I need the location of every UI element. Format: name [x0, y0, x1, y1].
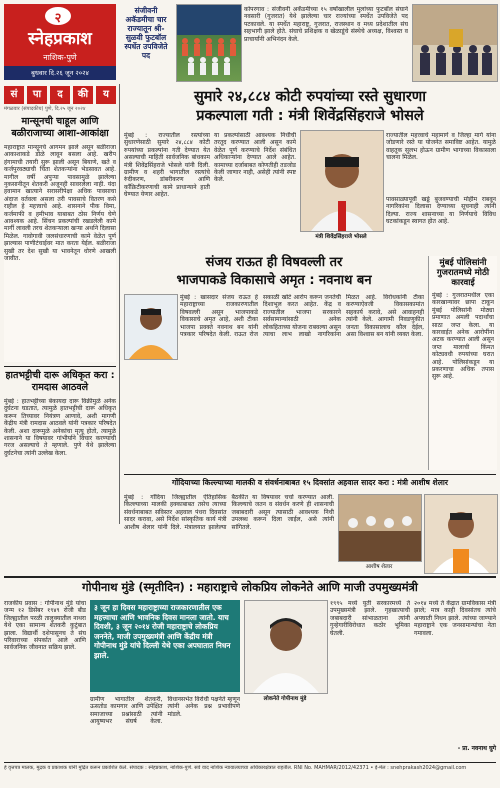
munde-portrait-photo: [244, 600, 328, 694]
lead-minister-photo: [300, 130, 384, 232]
page-number: २: [54, 11, 62, 26]
footer-imprint: हे वृत्तपत्र मालक, मुद्रक व प्रकाशक यांनी मुद्रित करून प्रकाशित केले. संपादक : स्नेहप्रकाश, नाशिक-पुणे. सर्व वाद नाशिक न्यायालयाच्या अधिकारक्षेत्रात राहतील. RNI No. MAHMAR/2012/42371 • ई-मेल : snehprakash2024@gmail.com: [4, 765, 467, 771]
award-photo: [412, 4, 498, 82]
munde-col2: ग्रामीण भागातील शेतकरी, ऊसतोड कामगार आणि उपेक्षित समाजाच्या प्रश्नांसाठी त्यांनी आयुष्यभर संघर्ष केला. विधानसभेत विरोधी पक्षनेते म्हणून त्यांनी अनेक प्रश्न प्रभावीपणे मांडले.: [90, 696, 240, 726]
paper-name: स्नेहप्रकाश: [28, 29, 92, 49]
munde-portrait: [245, 601, 327, 693]
meeting-scene: [339, 495, 421, 561]
gujarat-body: मुंबई : गुजरातमधील एका कारखान्यावर छापा टाकून मुंबई पोलिसांनी मोठ्या प्रमाणात अमली पदार्थांचा साठा जप्त केला. या कारवाईत अनेक आरोपींना अटक करण्यात आली असून जप्त मालाची किंमत कोट्यवधी रुपयांच्या घरात आहे. पोलिसांकडून या प्रकरणाचा अधिक तपास सुरू आहे.: [432, 292, 494, 381]
date-line: बुधवार दि.२६ जून २०२४: [4, 66, 116, 80]
gondia-photo-caption: आशीष शेलार: [365, 564, 393, 570]
edition-label: नाशिक-पुणे: [43, 53, 77, 62]
gondia-body: मुंबई : गोंदिया जिल्ह्यातील ऐतिहासिक किल्ल्याच्या मालकी हक्काबाबत तसेच त्याच्या संवर्धनाबाबत सविस्तर अहवाल पंधरा दिवसांत सादर करावा, असे निर्देश सांस्कृतिक कार्य मंत्री आशीष शेलार यांनी दिले. मंत्रालयात झालेल्या बैठकीत या विषयावर चर्चा करण्यात आली. किल्ल्याचे जतन व संवर्धन करणे ही शासनाची जबाबदारी असून त्यासाठी आवश्यक निधी उपलब्ध करून दिला जाईल, असे त्यांनी सांगितले.: [124, 494, 334, 531]
award-photo-figures: [413, 5, 497, 81]
gujarat-headline-line1: मुंबई पोलिसांनी: [439, 258, 487, 268]
lead-photo-caption: मंत्री शिवेंद्रसिंहराजे भोसले: [315, 234, 367, 240]
raut-headline-line1: संजय राऊत ही विषवल्ली तर: [205, 255, 343, 270]
athawale-body: मुंबई : हातभट्टीच्या बेकायदा दारू विक्रीमुळे अनेक दुर्घटना घडतात, त्यामुळे हातभट्टीची दारू अधिकृत करून तिच्यावर नियंत्रण आणावे, अशी मागणी केंद्रीय मंत्री रामदास आठवले यांनी पत्रकार परिषदेत केली. अशा दारूमुळे अनेकांचा मृत्यू होतो, त्यामुळे शासनाने या विषयावर गांभीर्याने विचार करण्याची गरज असल्याचे ते म्हणाले. पुणे येथे झालेल्या दुर्घटनेचा त्यांनी उल्लेख केला.: [4, 398, 116, 457]
raut-body: मुंबई : खासदार संजय राऊत हे महाराष्ट्राच्या राजकारणातील विषवल्ली असून भाजपाकडे विकासाचे अमृत आहे, अशी टीका भाजपा प्रवक्ते नवनाथ बन यांनी पत्रकार परिषदेत केली. राऊत रोज सकाळी खोटे आरोप करून जनतेची दिशाभूल करत आहेत. केंद्र व राज्यातील भाजपा सरकारने सर्वसामान्यांसाठी अनेक लोकहिताच्या योजना राबवल्या असून त्याचा लाभ लाखो नागरिकांना मिळत आहे. विरोधकांनी टीका करण्याऐवजी विकासकामांत सहकार्य करावे, असे आवाहनही त्यांनी केले. आगामी निवडणुकीत जनता विकासालाच कौल देईल, असा विश्वास बन यांनी व्यक्त केला.: [180, 294, 424, 339]
sampadakiya-letter-2: पा: [27, 86, 47, 104]
munde-headline: गोपीनाथ मुंडे (स्मृतीदिन) : महाराष्ट्राचे लोकप्रिय लोकनेते आणि माजी उपमुख्यमंत्री: [82, 580, 418, 594]
munde-top-rule: [4, 576, 496, 578]
team-photo: [176, 4, 242, 82]
lead-headline-line2: प्रकल्पाला गती : मंत्री शिवेंद्रसिंहराजे भोसले: [196, 108, 424, 124]
sampadakiya-byline: मंगळवार (संपादकीय) पुणे, दि.२५ जून २०२४: [4, 106, 86, 112]
editorial-body: महाराष्ट्रात मान्सूनचे आगमन झाले असून बळीराजा आकाशाकडे डोळे लावून बसला आहे. खरीप हंगामाची तयारी सुरू झाली असून बियाणे, खते व कर्जपुरवठ्याची चिंता शेतकऱ्यांना भेडसावत आहे. मागील वर्षी अपुऱ्या पावसामुळे झालेल्या नुकसानीतून शेतकरी अजूनही सावरलेला नाही. यंदा हवामान खात्याने सरासरीपेक्षा अधिक पावसाचा अंदाज वर्तवला असला तरी पावसाचे वितरण कसे राहील हे महत्त्वाचे आहे. शासनाने पीक विमा, कर्जमाफी व हमीभाव याबाबत ठोस निर्णय घेणे आवश्यक आहे. सिंचन प्रकल्पांची रखडलेली कामे मार्गी लावली तरच शेतकऱ्याला खऱ्या अर्थाने दिलासा मिळेल. गावोगावी जलसंधारणाची कामे वेळेत पूर्ण झाल्यास पाणीटंचाईवर मात करता येईल. बळीराजा सुखी तर देश सुखी या भावनेतून धोरणे आखली जावीत.: [4, 144, 116, 362]
navnath-ban-photo: [124, 294, 178, 360]
raut-headline-line2: भाजपाकडे विकासाचे अमृत : नवनाथ बन: [176, 273, 372, 288]
munde-lead-text: ३ जून हा दिवस महाराष्ट्राच्या राजकारणातील एक महत्त्वाचा आणि भावनिक दिवस मानला जातो. याच दिवशी, ३ जून २०१४ रोजी महाराष्ट्राचे लोकप्रिय जननेते, माजी उपमुख्यमंत्री आणि केंद्रीय मंत्री गोपीनाथ मुंडे यांचे दिल्ली येथे एका अपघातात निधन झाले.: [94, 603, 231, 660]
munde-col1: राजकीय प्रवास : गोपीनाथ मुंडे यांचा जन्म १२ डिसेंबर १९४९ रोजी बीड जिल्ह्यातील परळी तालुक्यातील नाथरा येथे एका सामान्य शेतकरी कुटुंबात झाला. विद्यार्थी दशेपासूनच ते संघ परिवाराच्या संपर्कात आले आणि सार्वजनिक जीवनात सक्रिय झाले.: [4, 600, 86, 652]
team-photo-figures: [177, 5, 241, 81]
gondia-meeting-photo: [338, 494, 422, 562]
shelar-portrait: [425, 495, 497, 573]
navnath-ban-portrait: [125, 295, 177, 359]
ashish-shelar-photo: [424, 494, 498, 574]
munde-col3: १९९५ मध्ये युती सरकारमध्ये ते उपमुख्यमंत्री झाले. गृहखात्याची जबाबदारी सांभाळताना त्यांनी गुन्हेगारीविरोधात कठोर भूमिका घेतली.: [330, 600, 410, 637]
footer-rule: [4, 762, 496, 763]
gujarat-box: [428, 256, 497, 470]
munde-photo-caption: लोकनेते गोपीनाथ मुंडे: [263, 696, 307, 702]
sampadakiya-letter-5: य: [96, 86, 116, 104]
sampadakiya-banner: [4, 86, 116, 104]
munde-lead-box: [90, 600, 240, 692]
lead-headline-line1: सुमारे २४,८८४ कोटी रुपयांच्या रस्ते सुधारणा: [193, 89, 427, 105]
promo-headline: संजीवनी अकॅडमीचा चार राज्यातून श्री-सुळवी फुटबॉल स्पर्धेत उपविजेते पद: [124, 6, 168, 60]
minister-portrait: [301, 131, 383, 231]
munde-author: - प्रा. नवनाथ घुगे: [457, 745, 496, 752]
promo-body: कोपरगाव : संजीवनी अकॅडमीच्या १५ वर्षांखालील मुलांच्या फुटबॉल संघाने नवसारी (गुजरात) येथे झालेल्या चार राज्यांच्या स्पर्धेत उपविजेते पद पटकावले. या स्पर्धेत महाराष्ट्र, गुजरात, राजस्थान व मध्य प्रदेशातील संघ सहभागी झाले होते. संघाचे प्रशिक्षक व खेळाडूंचे संस्थेचे अध्यक्ष, विश्वस्त व प्राचार्यांनी अभिनंदन केले.: [244, 6, 408, 43]
sampadakiya-letter-1: सं: [4, 86, 24, 104]
sampadakiya-letter-3: द: [50, 86, 70, 104]
left-divider: [4, 366, 116, 367]
lead-body-col3: राज्यातील महत्त्वाचे महामार्ग व जिल्हा मार्ग यांना जोडणारे रस्ते या योजनेत समाविष्ट आहेत. यामुळे वाहतूक सुलभ होऊन ग्रामीण भागाच्या विकासाला चालना मिळेल.: [386, 132, 496, 162]
gondia-headline: गोंदियाच्या किल्ल्याच्या मालकी व संवर्धनाबाबत १५ दिवसांत अहवाल सादर करा : मंत्री आशीष शेलार: [172, 478, 448, 487]
gondia-top-rule: [124, 474, 496, 475]
lead-body-col1: मुंबई : राज्यातील रस्त्यांच्या सुधारणेसाठी सुमारे २४,८८४ कोटी रुपयांच्या प्रकल्पांना गती देण्यात येत असल्याची माहिती सार्वजनिक बांधकाम मंत्री शिवेंद्रसिंहराजे भोसले यांनी दिली. ग्रामीण व शहरी भागातील रस्त्यांचे रुंदीकरण, डांबरीकरण आणि काँक्रिटीकरणाची कामे प्राधान्याने हाती घेण्यात येणार आहेत.: [124, 132, 210, 199]
masthead: [4, 4, 116, 80]
lead-body-col2: या प्रकल्पांसाठी आवश्यक निधीची तरतूद करण्यात आली असून कामे वेळेत पूर्ण करण्याचे निर्देश संबंधित अधिकाऱ्यांना देण्यात आले आहेत. कामाच्या दर्जाबाबत कोणतीही तडजोड केली जाणार नाही, असेही त्यांनी स्पष्ट केले.: [214, 132, 296, 184]
munde-col4: २०१४ मध्ये ते केंद्रात ग्रामविकास मंत्री झाले; मात्र काही दिवसांतच त्यांचे अपघाती निधन झाले. त्यांच्या जाण्याने महाराष्ट्राने एक जनसामान्यांचा नेता गमावला.: [414, 600, 496, 637]
gujarat-headline-line2: गुजरातमध्ये मोठी कारवाई: [436, 268, 490, 288]
sampadakiya-letter-4: की: [73, 86, 93, 104]
page-number-badge: [45, 7, 71, 25]
column-divider: [119, 84, 120, 524]
lead-body-col4: पावसाळ्यापूर्वी खड्डे बुजवण्याची मोहीम राबवून नागरिकांना दिलासा देण्याच्या सूचनाही त्यांनी दिल्या. राज्य शासनाच्या या निर्णयाचे विविध घटकांकडून स्वागत होत आहे.: [386, 196, 496, 226]
editorial-title: मान्सूनची चाहूल आणि बळीराजाच्या आशा-आकांक्षा: [11, 116, 109, 139]
athawale-title: हातभट्टीची दारू अधिकृत करा : रामदास आठवले: [5, 370, 115, 393]
